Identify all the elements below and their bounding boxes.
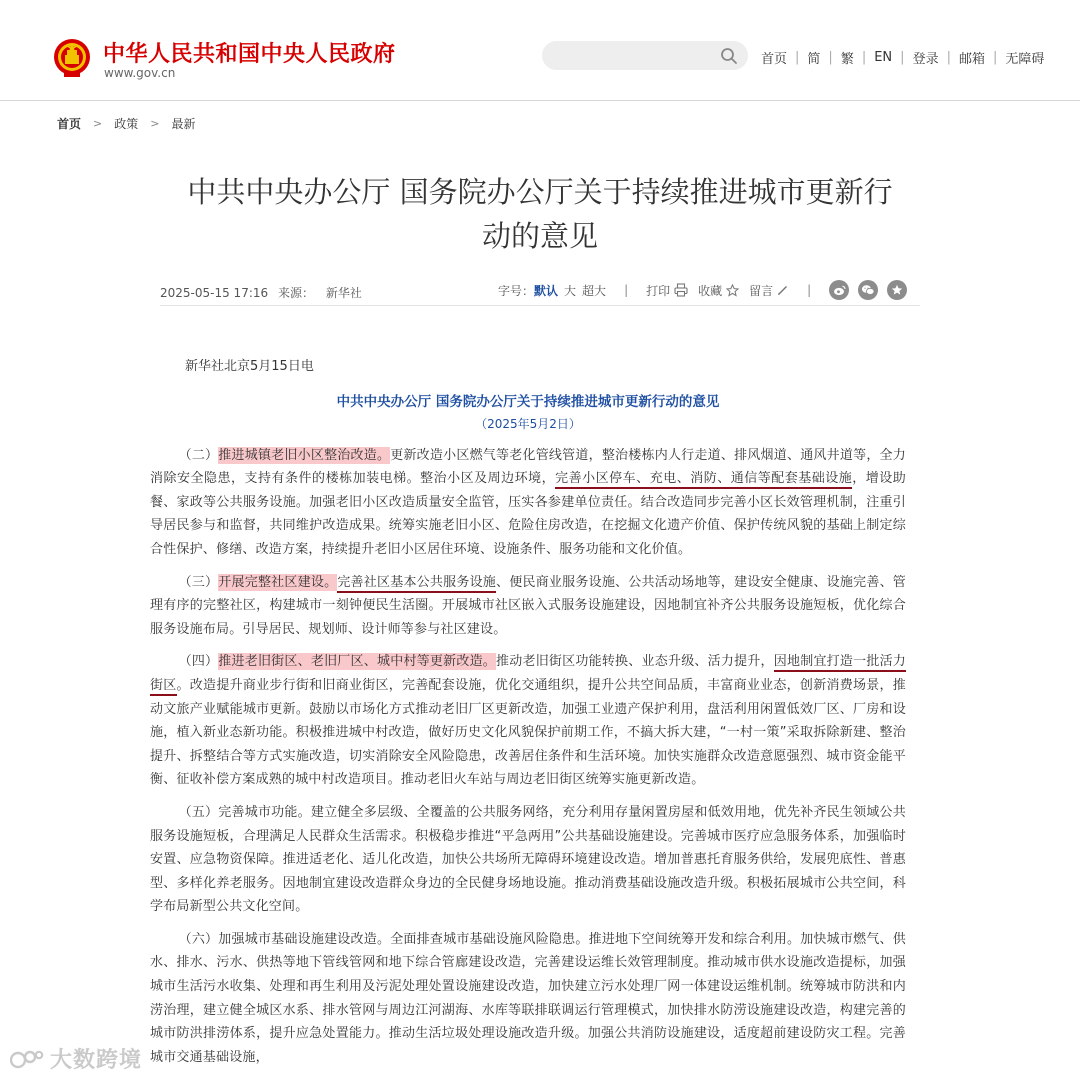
nav-traditional[interactable]: 繁 [840, 52, 854, 67]
para-text: 更新改造小区燃气等老化管线管道，整治楼栋内人行走道、排风烟道、通风井道等，全力消除安全隐患，支持有条件的楼栋加装电梯。整治小区及周边环境， [150, 447, 906, 487]
font-size-large[interactable]: 大 [564, 283, 577, 298]
search-input[interactable] [542, 41, 748, 70]
publish-datetime: 2025-05-15 17:16 [160, 286, 269, 300]
article-meta [160, 276, 920, 306]
nav-home[interactable]: 首页 [761, 52, 788, 67]
print-button[interactable] [646, 282, 688, 299]
favorite-button[interactable] [698, 282, 739, 299]
breadcrumb-home[interactable]: 首页 [57, 117, 82, 131]
printer-icon [674, 283, 688, 297]
para-prefix: （三） [178, 574, 219, 590]
nav-login[interactable]: 登录 [912, 52, 939, 67]
watermark-text: 大数跨境 [50, 1048, 143, 1073]
wechat-share-icon[interactable] [858, 280, 878, 300]
para-prefix: （二） [178, 447, 219, 463]
nav-mail[interactable]: 邮箱 [958, 52, 985, 67]
favorite-label: 收藏 [698, 283, 723, 298]
watermark-logo-icon [10, 1048, 44, 1070]
underlined-text: 完善小区停车、充电、消防、通信等配套基础设施 [555, 471, 852, 489]
highlighted-heading: 推进老旧街区、老旧厂区、城中村等更新改造。 [218, 654, 497, 670]
article-body [150, 355, 906, 1078]
font-size-xlarge[interactable]: 超大 [582, 283, 607, 298]
pencil-icon [777, 284, 789, 296]
star-icon [726, 284, 739, 297]
divider: | [624, 283, 629, 297]
source-name: 新华社 [325, 286, 362, 300]
nav-separator: | [828, 50, 833, 65]
underlined-text: 完善社区基本公共服务设施 [337, 575, 496, 593]
para-text: 。改造提升商业步行街和旧商业街区，完善配套设施，优化交通组织，提升公共空间品质，丰富商业业态，创新消费场景，推动文旅产业赋能城市更新。鼓励以市场化方式推动老旧厂区更新改造，加强工业遗产保护利用，盘活利用闲置低效厂区、厂房和设施，植入新业态新功能。积极推进城中村改造，做好历史文化风貌保护前期工作，不搞大拆大建，“一村一策”采取拆除新建、整治提升、拆整结合等方式实施改造，切实消除安全风险隐患，改善居住条件和生活环境。加快实施群众改造意愿强烈、城市资金能平衡、征收补偿方案成熟的城中村改造项目。推动老旧火车站与周边老旧街区统筹实施更新改造。 [150, 677, 906, 788]
divider: | [807, 283, 812, 297]
para-text: 、便民商业服务设施、公共活动场地等，建设安全健康、设施完善、管理有序的完整社区，构建城市一刻钟便民生活圈。开展城市社区嵌入式服务设施建设，因地制宜补齐公共服务设施短板，优化综合服务设施布局。引导居民、规划师、设计师等参与社区建设。 [150, 574, 906, 637]
paragraph-6: （六）加强城市基础设施建设改造。全面排查城市基础设施风险隐患。推进地下空间统筹开发和综合利用。加快城市燃气、供水、排水、污水、供热等地下管线管网和地下综合管廊建设改造，完善建设运维长效管理制度。推动城市供水设施改造提标，加强城市生活污水收集、处理和再生利用及污泥处理处置设施建设改造，加快建立污水处理厂网一体建设运维机制。统筹城市防洪和内涝治理，建立健全城区水系、排水管网与周边江河湖海、水库等联排联调运行管理模式，加快排水防涝设施建设改造，构建完善的城市防洪排涝体系，提升应急处置能力。推动生活垃圾处理设施改造升级。加强公共消防设施建设，适度超前建设防灾工程。完善城市交通基础设施， [150, 931, 906, 1065]
paragraph-2 [150, 444, 906, 562]
document-date: （2025年5月2日） [475, 416, 581, 431]
source-label: 来源： [277, 286, 314, 300]
underlined-text: 因地制宜打造一批活力街区 [150, 654, 906, 696]
nav-english[interactable]: EN [874, 50, 893, 65]
nav-separator: | [946, 50, 951, 65]
paragraph-4 [150, 650, 906, 792]
watermark [10, 1043, 142, 1074]
top-nav [761, 48, 1044, 67]
nav-separator: | [795, 50, 800, 65]
paragraph-5: （五）完善城市功能。建立健全多层级、全覆盖的公共服务网络，充分利用存量闲置房屋和低效用地，优先补齐民生领域公共服务设施短板，合理满足人民群众生活需求。积极稳步推进“平急两用”公共基础设施建设。完善城市医疗应急服务体系，加强临时安置、应急物资保障。推进适老化、适儿化改造，加快公共场所无障碍环境建设改造。增加普惠托育服务供给，发展兜底性、普惠型、多样化养老服务。因地制宜建设改造群众身边的全民健身场地设施。推动消费基础设施改造升级。积极拓展城市公共空间，科学布局新型公共文化空间。 [150, 804, 906, 915]
site-header [0, 0, 1080, 101]
paragraph-3 [150, 571, 906, 642]
site-title[interactable]: 中华人民共和国中央人民政府 [103, 42, 396, 67]
article-title-line1: 中共中央办公厅 国务院办公厅关于持续推进城市更新行 [187, 175, 893, 209]
nav-simplified[interactable]: 简 [807, 52, 821, 67]
para-prefix: （四） [178, 654, 219, 670]
print-label: 打印 [646, 283, 671, 298]
highlighted-heading: 开展完整社区建设。 [218, 574, 338, 590]
breadcrumb-policy[interactable]: 政策 [114, 117, 139, 131]
nav-separator: | [900, 50, 905, 65]
weibo-share-icon[interactable] [829, 280, 849, 300]
article-title-line2: 动的意见 [481, 219, 598, 253]
qzone-share-icon[interactable] [887, 280, 907, 300]
breadcrumb [57, 115, 195, 132]
dateline: 新华社北京5月15日电 [185, 359, 314, 374]
para-text: ，增设助餐、家政等公共服务设施。加强老旧小区改造质量安全监管，压实各参建单位责任。结合改造同步完善小区长效管理机制，注重引导居民参与和监督，共同维护改造成果。统筹实施老旧小区、危险住房改造，在挖掘文化遗产价值、保护传统风貌的基础上制定综合性保护、修缮、改造方案，持续提升老旧小区居住环境、设施条件、服务功能和文化价值。 [150, 471, 906, 557]
national-emblem-icon[interactable] [52, 36, 92, 80]
chevron-right-icon: > [93, 117, 103, 130]
nav-separator: | [992, 50, 998, 65]
chevron-right-icon: > [150, 117, 160, 130]
document-title: 中共中央办公厅 国务院办公厅关于持续推进城市更新行动的意见 [336, 393, 720, 410]
font-size-label: 字号： [498, 283, 535, 298]
para-text: 推动老旧街区功能转换、业态升级、活力提升， [496, 654, 774, 670]
search-icon[interactable] [720, 47, 738, 65]
comment-button[interactable] [749, 282, 789, 299]
nav-separator: | [861, 50, 867, 65]
article-title [160, 170, 920, 258]
comment-label: 留言 [749, 283, 774, 298]
nav-accessibility[interactable]: 无障碍 [1005, 52, 1045, 67]
highlighted-heading: 推进城镇老旧小区整治改造。 [218, 447, 391, 463]
site-url: www.gov.cn [104, 66, 176, 80]
breadcrumb-latest[interactable]: 最新 [171, 117, 196, 131]
font-size-default[interactable]: 默认 [534, 283, 559, 298]
